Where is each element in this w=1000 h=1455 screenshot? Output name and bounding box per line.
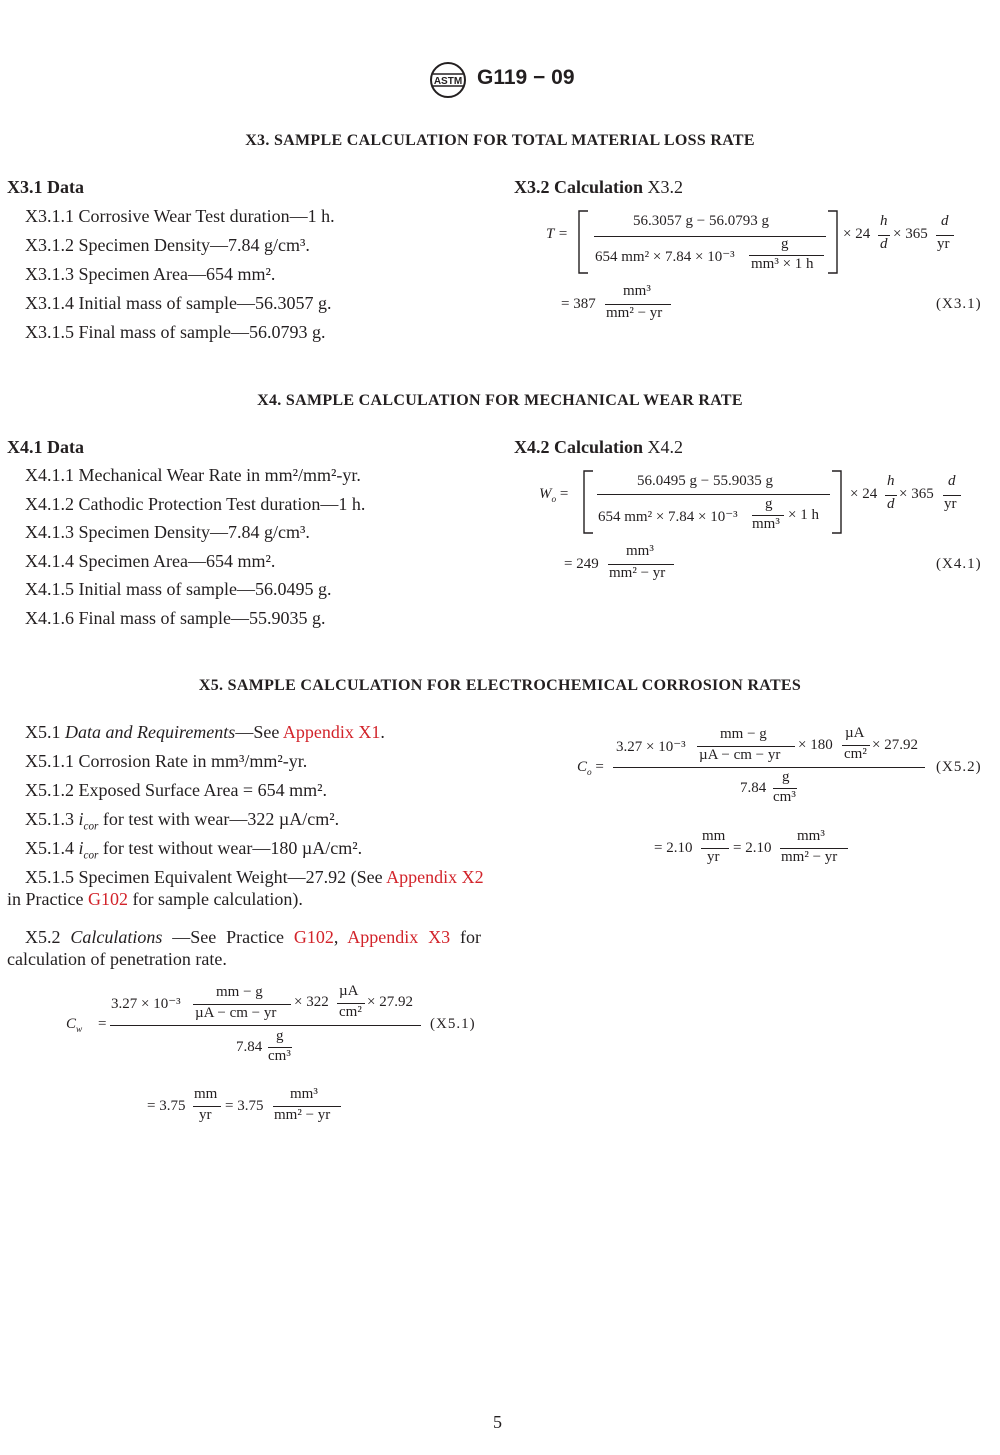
document-designation: G119 − 09 [477,66,575,89]
x5-p1-rest: —See [235,722,280,742]
x5-eq1-f-num: mm − g [216,984,263,1000]
x4-eq-result-den: mm² − yr [609,565,666,581]
x5-eq2-lhs-sub: o [587,768,592,778]
x4-calc-heading-text: X4.2 Calculation [514,437,644,457]
x4-data-heading: X4.1 Data [7,437,84,457]
x5-eq1-mid: × 322 [294,994,329,1010]
x4-item-5: X4.1.5 Initial mass of sample—56.0495 g. [25,579,332,599]
x5-eq2-f-den: µA − cm − yr [699,747,781,763]
x3-eq-numerator: 56.3057 g − 56.0793 g [633,213,769,229]
x3-eq-result-den: mm² − yr [606,305,663,321]
x5-eq1-label: (X5.1) [430,1016,476,1032]
left-bracket-icon [581,470,595,534]
logo-text: ASTM [433,76,463,87]
x5-eq2-lhs [577,759,604,776]
x5-item-5-c: for sample calculation). [132,889,303,909]
x5-eq1-r2-num: mm³ [290,1086,318,1102]
x5-eq2-lhs-var: C [577,759,588,775]
x3-item-2: X3.1.2 Specimen Density—7.84 g/cm³. [25,235,310,255]
x5-item-1: X5.1.1 Corrosion Rate in mm³/mm²-yr. [25,751,308,771]
x5-eq1-res2: = 3.75 [225,1098,264,1114]
x4-item-2: X4.1.2 Cathodic Protection Test duration—1 h. [25,494,366,514]
x3-calc-heading [514,177,683,198]
x5-item-4-rest: for test without wear—180 µA/cm². [98,838,363,858]
x5-eq1-den-val: 7.84 [236,1039,263,1055]
x5-eq2-r2-num: mm³ [797,828,825,844]
x3-eq-d2: d [941,213,949,229]
section-title-x5: X5. SAMPLE CALCULATION FOR ELECTROCHEMICAL CORROSION RATES [198,677,802,694]
x3-item-3: X3.1.3 Specimen Area—654 mm². [25,264,276,284]
x5-eq2-label: (X5.2) [936,759,982,775]
x5-item-5-line-1 [25,867,484,888]
x5-eq1-f-den: µA − cm − yr [195,1005,277,1021]
link-g102-2[interactable]: G102 [293,927,334,947]
x4-eq-result-num: mm³ [626,543,654,559]
x5-eq2-coef: 3.27 × 10⁻³ [616,739,686,755]
x4-item-3: X4.1.3 Specimen Density—7.84 g/cm³. [25,522,310,542]
x3-eq-lhs: T = [546,226,568,242]
x4-item-4: X4.1.4 Specimen Area—654 mm². [25,551,276,571]
x3-eq-yr: yr [937,236,950,252]
x4-eq-f365: × 365 [899,486,934,502]
x5-eq1-lhs-var: C [66,1016,77,1032]
x4-eq-h: h [887,473,895,489]
x3-eq-result: = 387 [561,296,596,312]
x5-eq2-lhs-eq: = [595,759,604,775]
x5-item-3-sub: cor [83,820,99,833]
x5-eq1-den-den: cm³ [268,1048,291,1064]
x5-eq2-r1-num: mm [702,828,726,844]
x3-eq-f24: × 24 [843,226,871,242]
x4-calc-ref: X4.2 [647,437,684,457]
x4-eq-den-b: mm³ [752,516,780,532]
x5-item-3-num: X5.1.3 [25,809,74,829]
x4-eq-yr: yr [944,496,957,512]
x4-eq-den-a: 654 mm² × 7.84 × 10⁻³ [598,509,738,525]
x5-eq1-main-bar [110,1025,421,1026]
x3-eq-result-num: mm³ [623,283,651,299]
x5-eq2-r2-den: mm² − yr [781,849,838,865]
x3-data-heading: X3.1 Data [7,177,84,197]
x4-eq-d1: d [887,496,895,512]
x4-eq-lhs-var: W [539,486,552,502]
link-appendix-x2[interactable]: Appendix X2 [386,867,484,887]
x5-p1-em: Data and Requirements [65,722,236,742]
x4-item-1: X4.1.1 Mechanical Wear Rate in mm²/mm²-yr. [25,465,361,485]
x3-eq-den-b: mm³ × 1 h [751,256,814,272]
astm-logo-icon [428,60,468,100]
x4-eq-den-g: g [765,496,773,512]
x5-eq1-lhs [66,1016,106,1033]
x4-eq-result: = 249 [564,556,599,572]
x5-item-3-rest: for test with wear—322 µA/cm². [98,809,340,829]
x4-eq-lhs-sub: o [551,495,557,505]
x3-calc-ref: X3.2 [647,177,684,197]
x5-eq1-r2-den: mm² − yr [274,1107,331,1123]
x5-p2-b: for calculation of penetration rate. [7,927,481,969]
x5-eq1-u-den: cm² [339,1004,362,1020]
x5-eq1-lhs-sub: w [76,1025,83,1035]
x3-item-5: X3.1.5 Final mass of sample—56.0793 g. [25,322,326,342]
x4-item-6: X4.1.6 Final mass of sample—55.9035 g. [25,608,326,628]
x5-eq2-f-num: mm − g [720,726,767,742]
x5-item-3-var: i [78,809,84,829]
x3-eq-label: (X3.1) [936,296,982,312]
x5-item-5-line-2 [7,889,303,910]
x5-item-2: X5.1.2 Exposed Surface Area = 654 mm². [25,780,327,800]
x5-eq2-mid: × 180 [798,737,833,753]
x5-eq2-res1: = 2.10 [654,840,693,856]
link-appendix-x3[interactable]: Appendix X3 [347,927,451,947]
x5-item-5-a: X5.1.5 Specimen Equivalent Weight—27.92 (See [25,867,383,887]
x3-eq-den-a: 654 mm² × 7.84 × 10⁻³ [595,249,735,265]
x5-eq2-den-val: 7.84 [740,780,767,796]
x5-eq2-end: × 27.92 [872,737,918,753]
x4-eq-d2: d [948,473,956,489]
x5-item-3 [25,809,340,833]
section-title-x3: X3. SAMPLE CALCULATION FOR TOTAL MATERIAL LOSS RATE [245,132,755,149]
x4-eq-lhs [539,486,568,503]
x3-item-4: X3.1.4 Initial mass of sample—56.3057 g. [25,293,332,313]
x5-eq1-lhs-eq: = [97,1016,107,1032]
x5-p2-a: —See Practice [172,927,285,947]
x5-eq2-res2: = 2.10 [733,840,772,856]
x5-eq1-res1: = 3.75 [147,1098,186,1114]
x5-eq2-main-bar [613,767,925,768]
x5-para-1 [25,722,385,743]
x5-p1-num: X5.1 [25,722,61,742]
x5-eq2-r1-den: yr [707,849,720,865]
x5-item-4 [25,838,363,862]
x5-item-4-num: X5.1.4 [25,838,74,858]
astm-logo [428,60,468,100]
x4-eq-f24: × 24 [850,486,878,502]
x5-p1-end: . [380,722,385,742]
x3-eq-f365: × 365 [893,226,928,242]
x5-eq2-u-den: cm² [844,746,867,762]
x5-item-4-sub: cor [83,849,99,862]
x5-item-4-var: i [78,838,84,858]
x5-eq1-coef: 3.27 × 10⁻³ [111,996,181,1012]
x5-eq2-den-den: cm³ [773,789,796,805]
x5-eq2-u-num: µA [845,725,865,741]
x5-eq1-r1-num: mm [194,1086,218,1102]
x4-calc-heading [514,437,683,458]
x4-eq-den-c: × 1 h [788,507,819,523]
x3-eq-fraction-bar [594,236,826,237]
x3-calc-heading-text: X3.2 Calculation [514,177,644,197]
x3-item-1: X3.1.1 Corrosive Wear Test duration—1 h. [25,206,335,226]
x5-p2-num: X5.2 [25,927,61,947]
link-g102[interactable]: G102 [87,889,128,909]
x5-p2-em: Calculations [70,927,163,947]
right-bracket-icon [830,470,844,534]
page-number: 5 [493,1412,502,1432]
x4-eq-numerator: 56.0495 g − 55.9035 g [637,473,773,489]
section-title-x4: X4. SAMPLE CALCULATION FOR MECHANICAL WEAR RATE [257,392,743,409]
x5-eq1-r1-den: yr [199,1107,212,1123]
x3-eq-d1: d [880,236,888,252]
right-bracket-icon [826,210,840,274]
x3-eq-h: h [880,213,888,229]
x5-item-5-b: in Practice [7,889,84,909]
x5-eq1-den-num: g [276,1028,284,1044]
x4-eq-fraction-bar [597,494,830,495]
x4-eq-lhs-eq: = [559,486,569,502]
x5-para-2 [7,926,481,970]
x5-eq1-u-num: µA [339,983,359,999]
x5-p2-sep: , [333,927,339,947]
left-bracket-icon [576,210,590,274]
x5-eq1-end: × 27.92 [367,994,413,1010]
x5-eq2-den-num: g [782,769,790,785]
x3-eq-den-g: g [781,236,789,252]
link-appendix-x1[interactable]: Appendix X1 [282,722,381,742]
x4-eq-label: (X4.1) [936,556,982,572]
